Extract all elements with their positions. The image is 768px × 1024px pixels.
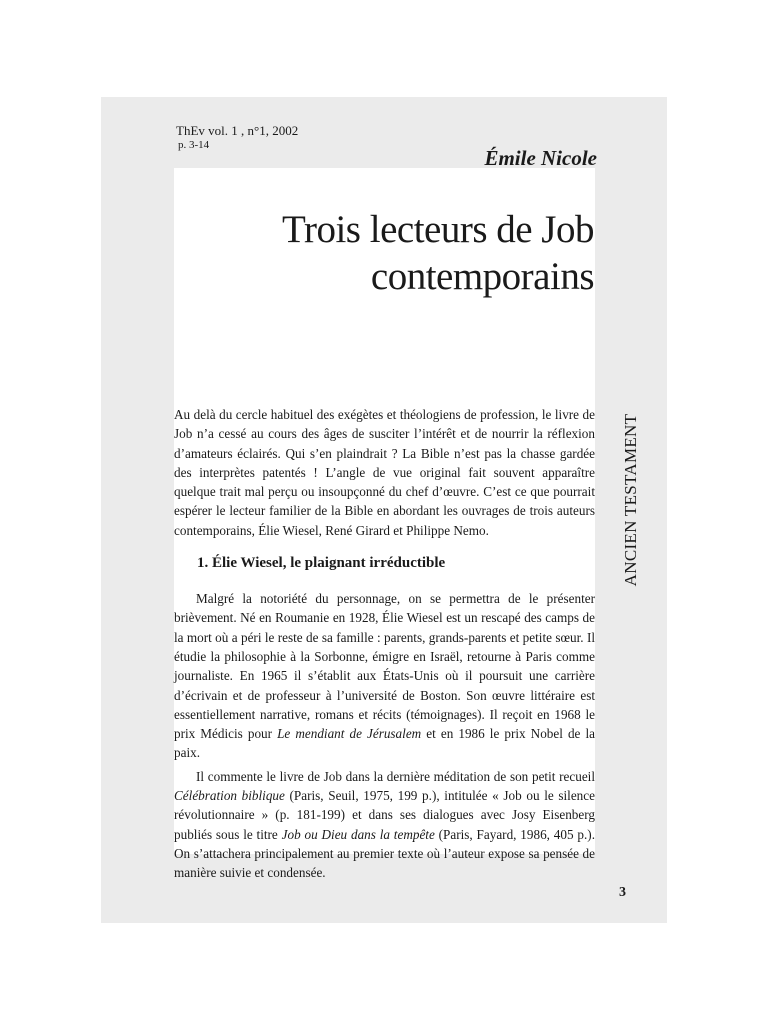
title-line-1: Trois lecteurs de Job [282,208,594,251]
book-title-celebration: Célébration biblique [174,788,285,804]
page-range: p. 3-14 [178,139,210,151]
section-heading: 1. Élie Wiesel, le plaignant irréductible [197,555,446,572]
page-number: 3 [619,885,626,900]
journal-reference: ThEv vol. 1 , n°1, 2002 [176,123,299,138]
book-title-mendiant: Le mendiant de Jérusalem [277,726,422,742]
article-body [174,405,595,883]
paragraph-biography: Malgré la notoriété du personnage, on se permettra de le présenter brièvement. Né en Roumanie en 1928, Élie Wiesel est un rescapé des camps de la mort où a péri le reste de sa famille : parents, grands-parents et petite sœur. Il étudie la philosophie à la Sorbonne, émigre en Israël, retourne à Paris comme journaliste. En 1965 il s’établit aux États-Unis où il poursuit une carrière d’écrivain et de professeur à l’université de Boston. Son œuvre littéraire est essentiellement narrative, romans et récits (témoignages). Il reçoit en 1968 le prix Médicis pour Le mendiant de Jérusalem et en 1986 le prix Nobel de la paix. [174,591,595,761]
book-title-job-dieu: Job ou Dieu dans la tempête [281,826,435,842]
section-side-label: ANCIEN TESTAMENT [621,413,640,587]
title-line-2: contemporains [370,255,594,298]
paragraph-commentary: Il commente le livre de Job dans la dernière méditation de son petit recueil Célébration biblique (Paris, Seuil, 1975, 199 p.), intitulée « Job ou le silence révolutionnaire » (p. 181-199) et dans ses dialogues avec Josy Eisenberg publiés sous le titre Job ou Dieu dans la tempête (Paris, Fayard, 1986, 405 p.). On s’attachera principalement au premier texte où l’auteur expose sa pensée de manière suivie et condensée. [174,768,595,881]
intro-paragraph: Au delà du cercle habituel des exégètes et théologiens de profession, le livre de Job n’a cessé au cours des âges de susciter l’intérêt et de nourrir la réflexion d’amateurs éclairés. Qui s’en plaindrait ? La Bible n’est pas la chasse gardée des interprètes patentés ! L’angle de vue original fait souvent apparaître quelque trait mal perçu ou insoupçonné du chef d’œuvre. C’est ce que pourrait espérer le lecteur familier de la Bible en abordant les ouvrages de trois auteurs contemporains, Élie Wiesel, René Girard et Philippe Nemo. [174,407,595,538]
article-title [174,206,594,300]
author-name: Émile Nicole [484,146,597,170]
